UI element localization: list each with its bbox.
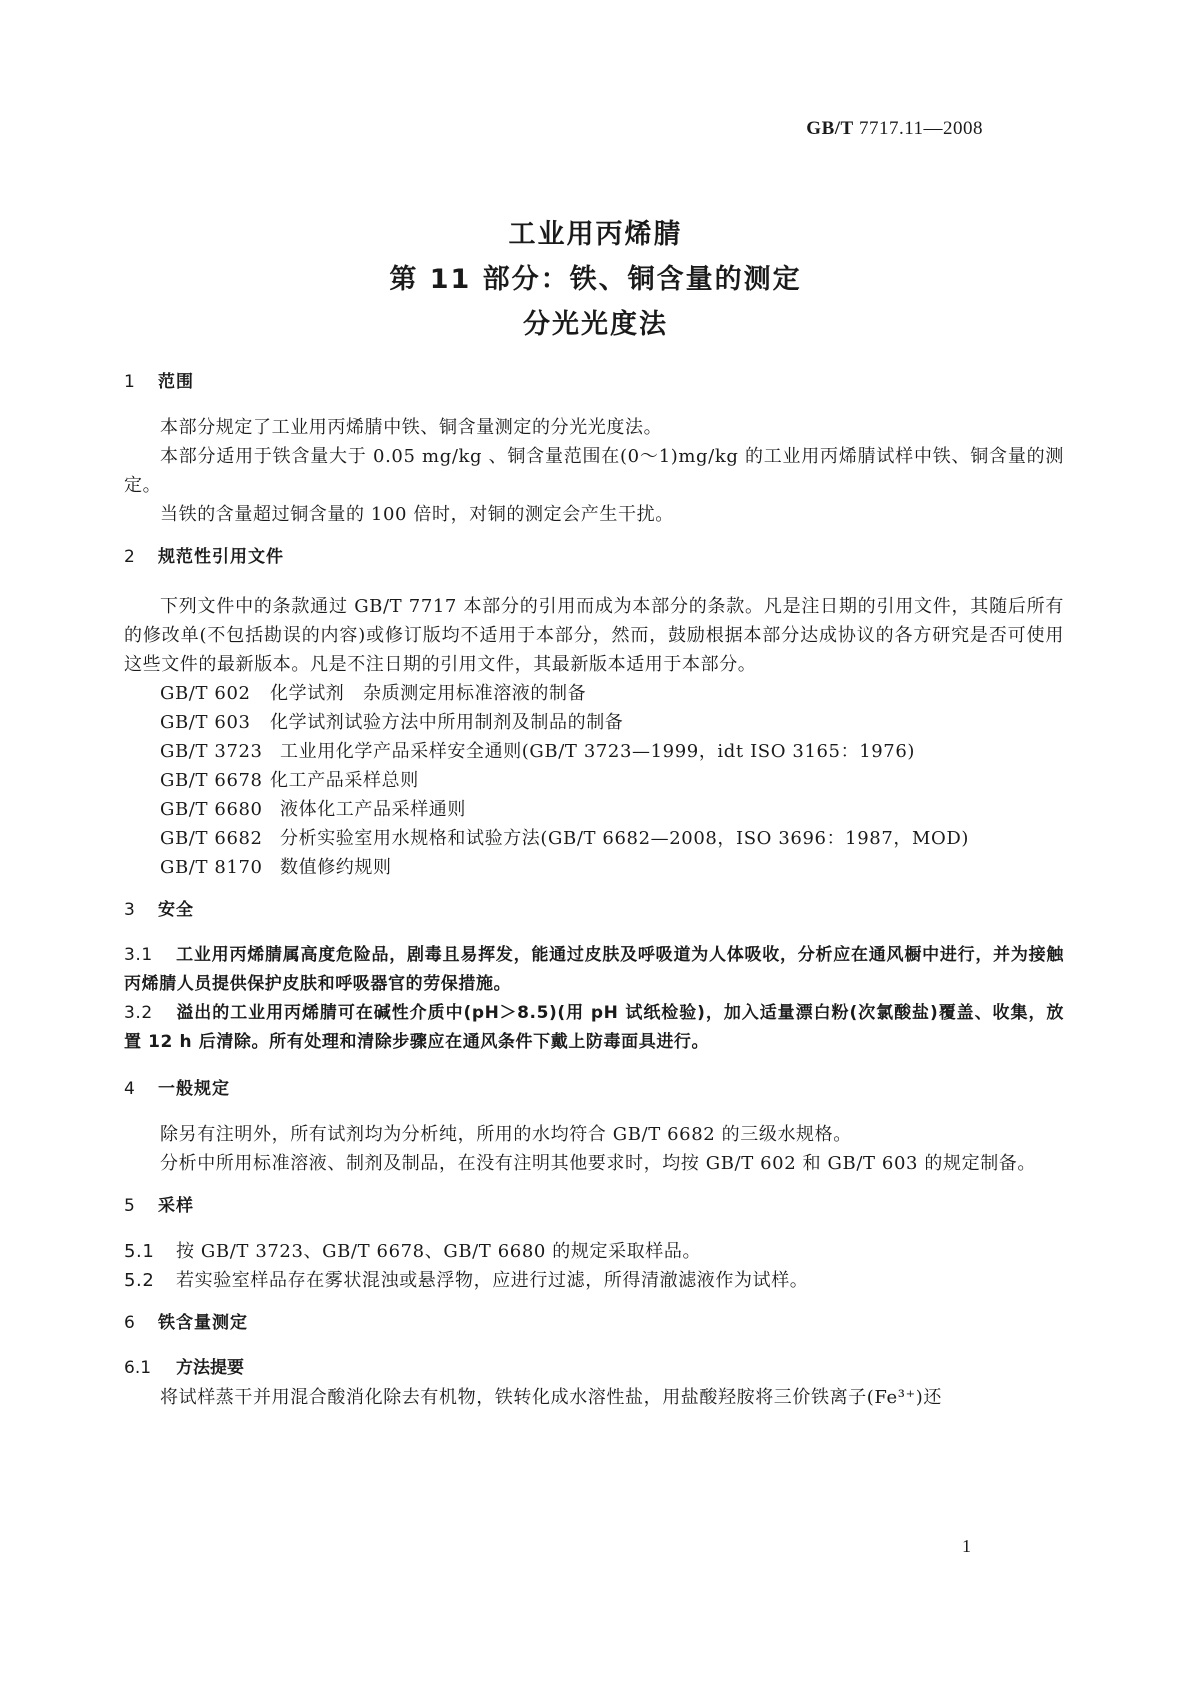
section-title: 采样: [158, 1196, 194, 1216]
standard-code: [806, 118, 983, 140]
reference-code: GB/T 6680: [160, 799, 263, 820]
section-1-heading: [124, 368, 1064, 397]
reference-code: GB/T 602: [160, 683, 251, 704]
section-title: 一般规定: [158, 1079, 230, 1099]
subsection-title: 方法提要: [176, 1358, 244, 1378]
section-number: 6: [124, 1313, 136, 1333]
subsection-number: 6.1: [124, 1358, 152, 1378]
title-line-3: 分光光度法: [523, 309, 668, 340]
section-title: 安全: [158, 900, 194, 920]
reference-title: 化工产品采样总则: [270, 770, 419, 791]
standard-number: 7717.11—2008: [858, 118, 983, 139]
clause-text: 按 GB/T 3723、GB/T 6678、GB/T 6680 的规定采取样品。: [176, 1241, 702, 1262]
sampling-clause-5-1: [124, 1237, 1064, 1266]
clause-text: 若实验室样品存在雾状混浊或悬浮物，应进行过滤，所得清澈滤液作为试样。: [176, 1270, 809, 1291]
section-title: 范围: [158, 372, 194, 392]
reference-title: 数值修约规则: [280, 857, 392, 878]
title-line-2: 第 11 部分：铁、铜含量的测定: [389, 264, 802, 295]
section-3-heading: [124, 896, 1064, 925]
subsection-6-1-heading: [124, 1354, 1064, 1383]
section-number: 1: [124, 372, 136, 392]
clause-text: 溢出的工业用丙烯腈可在碱性介质中(pH＞8.5)(用 pH 试纸检验)，加入适量漂白粉(次氯酸盐)覆盖、收集，放置 12 h 后清除。所有处理和清除步骤应在通风条件下戴上防毒面具进行。: [124, 1003, 1064, 1052]
section-4-heading: [124, 1075, 1064, 1104]
clause-text: 工业用丙烯腈属高度危险品，剧毒且易挥发，能通过皮肤及呼吸道为人体吸收，分析应在通风橱中进行，并为接触丙烯腈人员提供保护皮肤和呼吸器官的劳保措施。: [124, 945, 1064, 994]
reference-title: 分析实验室用水规格和试验方法(GB/T 6682—2008，ISO 3696：1987，MOD): [280, 828, 970, 849]
safety-clause-3-1: [124, 941, 1064, 999]
reference-title: 化学试剂 杂质测定用标准溶液的制备: [270, 683, 587, 704]
section-number: 4: [124, 1079, 136, 1099]
section-title: 铁含量测定: [158, 1313, 248, 1333]
clause-number: 3.2: [124, 1003, 153, 1023]
reference-code: GB/T 6678: [160, 770, 263, 791]
scope-paragraph-2: 本部分适用于铁含量大于 0.05 mg/kg 、铜含量范围在(0～1)mg/kg 的工业用丙烯腈试样中铁、铜含量的测定。: [124, 446, 1064, 496]
reference-code: GB/T 603: [160, 712, 251, 733]
clause-number: 5.1: [124, 1241, 155, 1262]
reference-item: [124, 795, 1064, 824]
sampling-clause-5-2: [124, 1266, 1064, 1295]
safety-clause-3-2: [124, 999, 1064, 1057]
document-title: [0, 212, 1191, 347]
section-number: 2: [124, 547, 136, 567]
section-6-heading: [124, 1309, 1064, 1338]
clause-number: 5.2: [124, 1270, 155, 1291]
references-intro: 下列文件中的条款通过 GB/T 7717 本部分的引用而成为本部分的条款。凡是注日期的引用文件，其随后所有的修改单(不包括勘误的内容)或修订版均不适用于本部分，然而，鼓励根据本部分达成协议的各方研究是否可使用这些文件的最新版本。凡是不注日期的引用文件，其最新版本适用于本部分。: [124, 596, 1064, 675]
document-body: [124, 368, 1064, 1412]
clause-number: 3.1: [124, 945, 153, 965]
section-title: 规范性引用文件: [158, 547, 284, 567]
general-paragraph-1: 除另有注明外，所有试剂均为分析纯，所用的水均符合 GB/T 6682 的三级水规格。: [160, 1124, 852, 1145]
reference-item: [124, 824, 1064, 853]
reference-code: GB/T 8170: [160, 857, 263, 878]
reference-item: [124, 708, 1064, 737]
section-number: 3: [124, 900, 136, 920]
scope-paragraph-3: 当铁的含量超过铜含量的 100 倍时，对铜的测定会产生干扰。: [160, 504, 674, 525]
reference-title: 液体化工产品采样通则: [280, 799, 466, 820]
reference-title: 工业用化学产品采样安全通则(GB/T 3723—1999，idt ISO 3165：1976): [280, 741, 916, 762]
method-summary-paragraph: 将试样蒸干并用混合酸消化除去有机物，铁转化成水溶性盐，用盐酸羟胺将三价铁离子(Fe³⁺)还: [160, 1387, 942, 1408]
standard-prefix: GB/T: [806, 118, 854, 139]
reference-item: [124, 679, 1064, 708]
reference-item: [124, 766, 1064, 795]
section-number: 5: [124, 1196, 136, 1216]
reference-code: GB/T 3723: [160, 741, 263, 762]
general-paragraph-2: 分析中所用标准溶液、制剂及制品，在没有注明其他要求时，均按 GB/T 602 和 GB/T 603 的规定制备。: [160, 1153, 1036, 1174]
title-line-1: 工业用丙烯腈: [508, 219, 683, 250]
section-5-heading: [124, 1192, 1064, 1221]
reference-code: GB/T 6682: [160, 828, 263, 849]
section-2-heading: [124, 543, 1064, 572]
page-number: 1: [962, 1536, 971, 1556]
reference-item: [124, 853, 1064, 882]
reference-title: 化学试剂试验方法中所用制剂及制品的制备: [270, 712, 624, 733]
reference-item: [124, 737, 1064, 766]
scope-paragraph-1: 本部分规定了工业用丙烯腈中铁、铜含量测定的分光光度法。: [160, 417, 663, 438]
